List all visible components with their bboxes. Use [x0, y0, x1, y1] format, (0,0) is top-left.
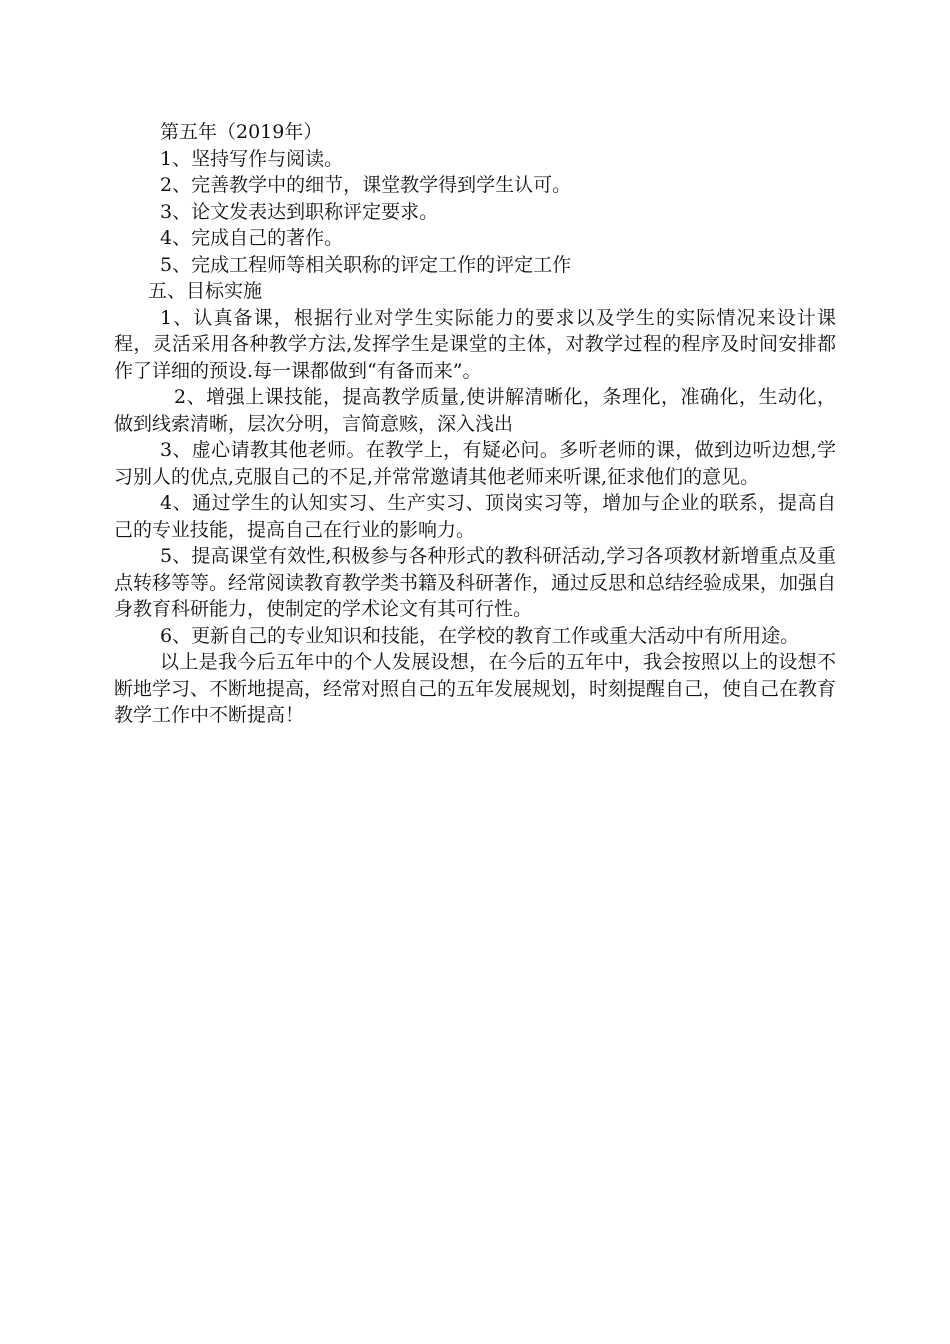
year-heading: 第五年（2019年） [160, 121, 323, 143]
body-paragraph: 4、通过学生的认知实习、生产实习、顶岗实习等，增加与企业的联系，提高自己的专业技能，提高自己在行业的影响力。 [114, 492, 836, 541]
section-heading: 五、目标实施 [148, 280, 263, 302]
body-paragraph: 2、增强上课技能，提高教学质量,使讲解清晰化，条理化，准确化，生动化，做到线索清晰，层次分明，言简意赅，深入浅出 [114, 386, 836, 435]
closing-paragraph: 以上是我今后五年中的个人发展设想，在今后的五年中，我会按照以上的设想不断地学习、不断地提高，经常对照自己的五年发展规划，时刻提醒自己，使自己在教育教学工作中不断提高！ [114, 651, 837, 726]
body-paragraph: 5、提高课堂有效性,积极参与各种形式的教科研活动,学习各项教材新增重点及重点转移等等。经常阅读教育教学类书籍及科研著作，通过反思和总结经验成果，加强自身教育科研能力，使制定的学术论文有其可行性。 [114, 545, 837, 620]
list-item: 3、论文发表达到职称评定要求。 [160, 200, 439, 223]
list-item: 5、完成工程师等相关职称的评定工作的评定工作 [160, 253, 572, 276]
document-body [114, 119, 836, 729]
list-item: 2、完善教学中的细节，课堂教学得到学生认可。 [160, 174, 572, 196]
body-paragraph: 1、认真备课，根据行业对学生实际能力的要求以及学生的实际情况来设计课程，灵活采用各种教学方法,发挥学生是课堂的主体，对教学过程的程序及时间安排都作了详细的预设.每一课都做到“有备而来”。 [114, 306, 836, 382]
list-item: 1、坚持写作与阅读。 [160, 147, 344, 170]
list-item: 4、完成自己的著作。 [160, 227, 344, 249]
body-paragraph: 6、更新自己的专业知识和技能，在学校的教育工作或重大活动中有所用途。 [160, 624, 800, 647]
body-paragraph: 3、虚心请教其他老师。在教学上，有疑必问。多听老师的课，做到边听边想,学习别人的优点,克服自己的不足,并常常邀请其他老师来听课,征求他们的意见。 [114, 439, 836, 488]
